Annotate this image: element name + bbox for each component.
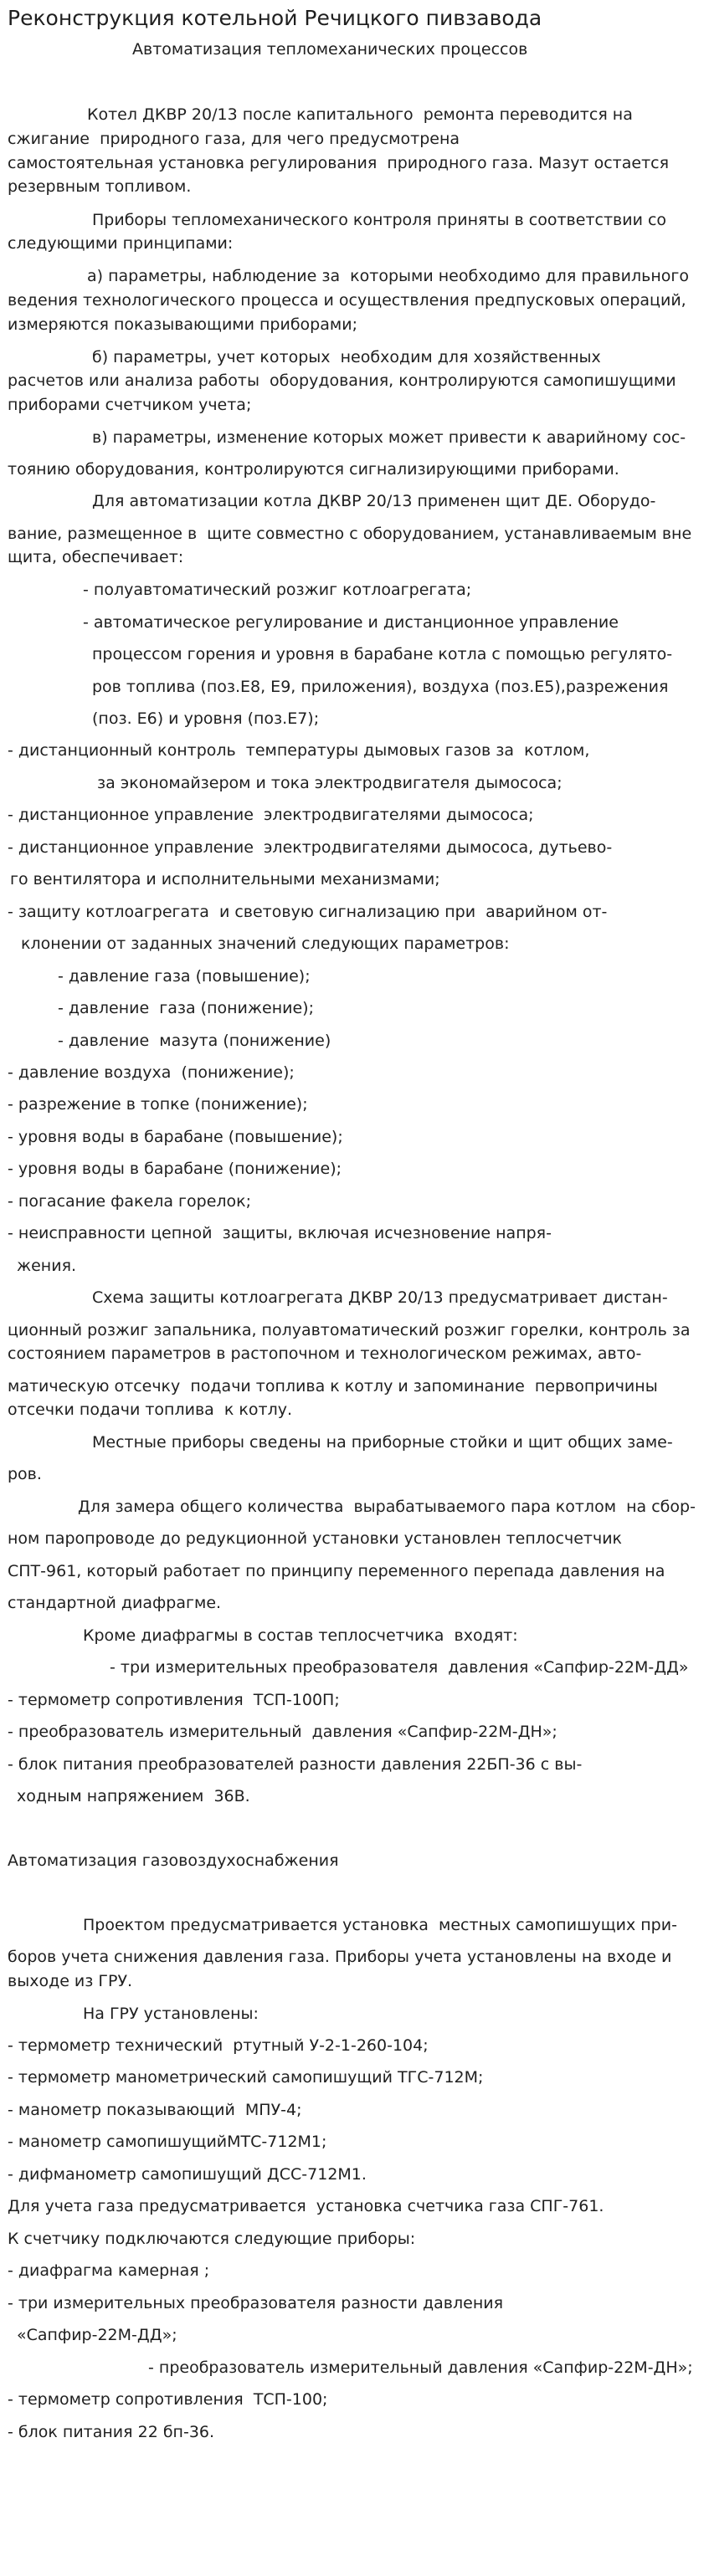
list-item: - дифманометр самопишущий ДСС-712М1. [8, 2165, 367, 2184]
list-item: - дистанционное управление электродвигателями дымососа; [8, 806, 534, 824]
paragraph-line: матическую отсечку подачи топлива к котлу и запоминание первопричины [8, 1377, 658, 1396]
paragraph-line: следующими принципами: [8, 234, 234, 253]
paragraph-line: Схема защиты котлоагрегата ДКВР 20/13 предусматривает дистан- [92, 1288, 668, 1307]
paragraph-line: Для учета газа предусматривается установка счетчика газа СПГ-761. [8, 2197, 604, 2215]
list-item: - термометр сопротивления ТСП-100П; [8, 1691, 340, 1709]
list-item: за экономайзером и тока электродвигателя дымососа; [97, 774, 563, 792]
paragraph-line: Для автоматизации котла ДКВР 20/13 применен щит ДЕ. Оборудо- [92, 492, 656, 510]
list-item: - дистанционный контроль температуры дымовых газов за котлом, [8, 741, 590, 760]
paragraph-line: Местные приборы сведены на приборные стойки и щит общих заме- [92, 1433, 673, 1452]
list-item: клонении от заданных значений следующих параметров: [21, 935, 510, 953]
paragraph-line: ров. [8, 1465, 42, 1483]
paragraph-line: Проектом предусматривается установка местных самопишущих при- [83, 1916, 677, 1934]
paragraph-line: Приборы тепломеханического контроля приняты в соответствии со [92, 211, 667, 229]
list-item: - автоматическое регулирование и дистанционное управление [83, 613, 619, 632]
list-item: - полуавтоматический розжиг котлоагрегата; [83, 581, 472, 599]
list-item: - преобразователь измерительный давления «Сапфир-22М-ДН»; [8, 1723, 557, 1741]
list-item: - манометр показывающий МПУ-4; [8, 2101, 302, 2119]
list-item: го вентилятора и исполнительными механизмами; [10, 870, 440, 889]
paragraph-line: СПТ-961, который работает по принципу переменного перепада давления на [8, 1562, 665, 1580]
paragraph-line: На ГРУ установлены: [83, 2005, 259, 2023]
document-subtitle: Автоматизация тепломеханических процессов [132, 40, 528, 59]
list-item: - три измерительных преобразователя разности давления [8, 2294, 504, 2312]
paragraph-line: вание, размещенное в щите совместно с оборудованием, устанавливаемым вне [8, 525, 692, 543]
list-item: - термометр сопротивления ТСП-100; [8, 2390, 328, 2409]
list-item: - блок питания преобразователей разности давления 22БП-36 с вы- [8, 1755, 583, 1774]
section-heading: Автоматизация газовоздухоснабжения [8, 1851, 339, 1870]
paragraph-line: приборами счетчиком учета; [8, 396, 252, 414]
list-item: - преобразователь измерительный давления «Сапфир-22М-ДН»; [148, 2358, 693, 2377]
paragraph-line: ведения технологического процесса и осуществления предпусковых операций, [8, 291, 686, 310]
paragraph-line: б) параметры, учет которых необходим для хозяйственных [92, 348, 601, 366]
paragraph-line: тоянию оборудования, контролируются сигнализирующими приборами. [8, 460, 619, 479]
paragraph-line: ционный розжиг запальника, полуавтоматический розжиг горелки, контроль за [8, 1321, 691, 1339]
list-item: - давление мазута (понижение) [58, 1032, 331, 1050]
list-item: - разрежение в топке (понижение); [8, 1095, 308, 1114]
paragraph-line: К счетчику подключаются следующие приборы: [8, 2230, 416, 2248]
list-item: - давление газа (понижение); [58, 999, 314, 1017]
list-item: - термометр манометрический самопишущий ТГС-712М; [8, 2068, 484, 2087]
list-item: - дистанционное управление электродвигателями дымососа, дутьево- [8, 838, 613, 857]
list-item: процессом горения и уровня в барабане котла с помощью регулято- [92, 645, 673, 663]
paragraph-line: выходе из ГРУ. [8, 1972, 133, 1990]
paragraph-line: Кроме диафрагмы в состав теплосчетчика входят: [83, 1626, 518, 1645]
list-item: - термометр технический ртутный У-2-1-260-104; [8, 2036, 429, 2055]
list-item: - блок питания 22 бп-36. [8, 2423, 215, 2441]
list-item: - диафрагма камерная ; [8, 2261, 210, 2280]
list-item: «Сапфир-22М-ДД»; [17, 2326, 177, 2344]
paragraph-line: отсечки подачи топлива к котлу. [8, 1401, 292, 1419]
list-item: (поз. Е6) и уровня (поз.Е7); [92, 709, 320, 728]
list-item: - три измерительных преобразователя давления «Сапфир-22М-ДД» [110, 1658, 689, 1677]
document-title: Реконструкция котельной Речицкого пивзавода [8, 6, 542, 30]
paragraph-line: расчетов или анализа работы оборудования, контролируются самопишущими [8, 371, 676, 390]
paragraph-line: самостоятельная установка регулирования природного газа. Мазут остается [8, 154, 670, 172]
paragraph-line: состоянием параметров в растопочном и технологическом режимах, авто- [8, 1344, 642, 1363]
list-item: - уровня воды в барабане (понижение); [8, 1160, 342, 1178]
list-item: - погасание факела горелок; [8, 1192, 252, 1211]
list-item: жения. [17, 1257, 77, 1275]
list-item: ров топлива (поз.Е8, Е9, приложения), воздуха (поз.Е5),разрежения [92, 678, 669, 696]
paragraph-line: Котел ДКВР 20/13 после капитального ремонта переводится на [87, 105, 633, 124]
paragraph-line: стандартной диафрагме. [8, 1594, 222, 1612]
list-item: - неисправности цепной защиты, включая исчезновение напря- [8, 1224, 552, 1242]
paragraph-line: Для замера общего количества вырабатываемого пара котлом на сбор- [78, 1498, 696, 1516]
paragraph-line: боров учета снижения давления газа. Приборы учета установлены на входе и [8, 1948, 672, 1966]
paragraph-line: измеряются показывающими приборами; [8, 315, 357, 334]
paragraph-line: сжигание природного газа, для чего предусмотрена [8, 130, 460, 148]
list-item: ходным напряжением 36В. [17, 1787, 250, 1805]
paragraph-line: ном паропроводе до редукционной установки установлен теплосчетчик [8, 1529, 623, 1548]
paragraph-line: в) параметры, изменение которых может привести к аварийному сос- [92, 428, 686, 447]
paragraph-line: щита, обеспечивает: [8, 548, 184, 566]
list-item: - давление газа (повышение); [58, 967, 311, 986]
paragraph-line: резервным топливом. [8, 177, 192, 196]
list-item: - давление воздуха (понижение); [8, 1063, 295, 1082]
list-item: - манометр самопишущийМТС-712М1; [8, 2133, 327, 2151]
list-item: - защиту котлоагрегата и световую сигнализацию при аварийном от- [8, 903, 608, 921]
paragraph-line: а) параметры, наблюдение за которыми необходимо для правильного [87, 267, 689, 285]
list-item: - уровня воды в барабане (повышение); [8, 1128, 343, 1146]
